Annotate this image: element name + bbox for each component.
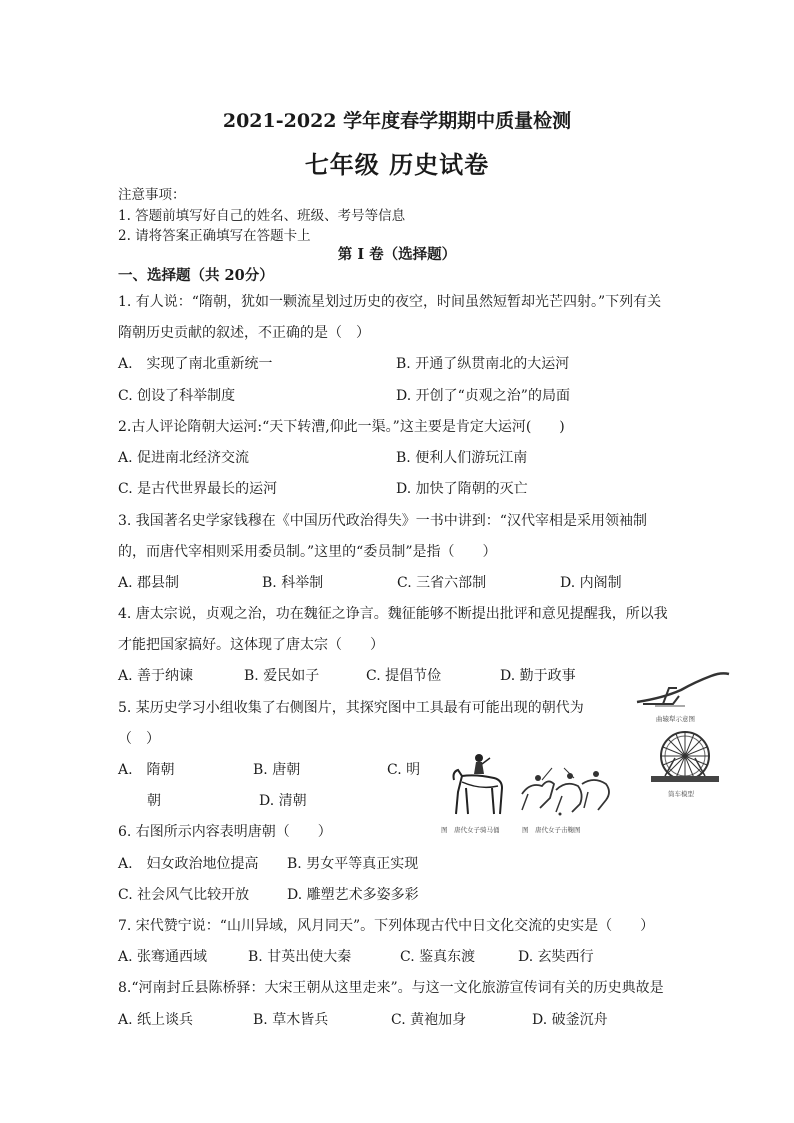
question-4-option-a: A. 善于纳谏	[118, 668, 194, 684]
question-1-line-2: 隋朝历史贡献的叙述，不正确的是（ ）	[118, 325, 370, 341]
question-3-option-a: A. 郡县制	[118, 575, 180, 591]
waterwheel-drawing	[645, 728, 725, 786]
question-6-option-b: B. 男女平等真正实现	[287, 856, 419, 872]
question-1-line-1: 1. 有人说：“隋朝，犹如一颗流星划过历史的夜空，时间虽然短暂却光芒四射。”下列有关	[118, 294, 662, 310]
polo-caption: 图 唐代女子击鞠图	[522, 826, 581, 834]
question-5-option-b: B. 唐朝	[253, 762, 301, 778]
question-7-line-1: 7. 宋代赞宁说：“山川异域，风月同天”。下列体现古代中日文化交流的史实是（ ）	[118, 918, 655, 934]
question-7-option-c: C. 鉴真东渡	[400, 949, 476, 965]
notice-heading: 注意事项：	[118, 187, 186, 203]
question-1-option-d: D. 开创了“贞观之治”的局面	[396, 388, 570, 404]
question-4-line-1: 4. 唐太宗说，贞观之治，功在魏征之诤言。魏征能够不断提出批评和意见提醒我，所以我	[118, 606, 668, 622]
question-3-option-d: D. 内阁制	[560, 575, 622, 591]
question-3-line-1: 3. 我国著名史学家钱穆在《中国历代政治得失》一书中讲到：“汉代宰相是采用领袖制	[118, 513, 647, 529]
plow-figure	[633, 668, 733, 710]
question-5-line-2: （ ）	[118, 731, 160, 747]
question-6-option-a: A. 妇女政治地位提高	[118, 856, 259, 872]
question-1-option-a: A. 实现了南北重新统一	[118, 356, 273, 372]
waterwheel-caption: 筒车模型	[668, 790, 694, 798]
question-3-option-c: C. 三省六部制	[397, 575, 487, 591]
question-1-option-b: B. 开通了纵贯南北的大运河	[396, 356, 570, 372]
question-2-line-1: 2.古人评论隋朝大运河:“天下转漕,仰此一渠。”这主要是肯定大运河( )	[118, 419, 565, 435]
question-3-line-2: 的，而唐代宰相则采用委员制。”这里的“委员制”是指（ ）	[118, 544, 497, 560]
question-2-option-a: A. 促进南北经济交流	[118, 450, 250, 466]
exam-subtitle: 七年级 历史试卷	[304, 150, 490, 179]
plow-caption: 曲辕犁示意图	[656, 715, 695, 723]
question-5-line-1: 5. 某历史学习小组收集了右侧图片，其探究图中工具最有可能出现的朝代为	[118, 700, 584, 716]
question-5-option-c: C. 明	[387, 762, 421, 778]
part-title: 第 I 卷（选择题）	[337, 246, 457, 263]
question-8-option-d: D. 破釜沉舟	[532, 1012, 608, 1028]
question-4-option-d: D. 勤于政事	[500, 668, 576, 684]
question-4-line-2: 才能把国家搞好。这体现了唐太宗（ ）	[118, 637, 384, 653]
question-6-option-c: C. 社会风气比较开放	[118, 887, 250, 903]
question-4-option-b: B. 爱民如子	[244, 668, 320, 684]
question-8-option-b: B. 草木皆兵	[253, 1012, 329, 1028]
question-8-option-a: A. 纸上谈兵	[118, 1012, 194, 1028]
question-5-option-c-wrap: 朝	[147, 793, 161, 809]
question-8-option-c: C. 黄袍加身	[391, 1012, 467, 1028]
question-2-option-d: D. 加快了隋朝的灭亡	[396, 481, 528, 497]
question-5-option-d: D. 清朝	[259, 793, 307, 809]
question-4-option-c: C. 提倡节俭	[366, 668, 442, 684]
exam-title: 2021-2022 学年度春学期期中质量检测	[222, 110, 572, 132]
waterwheel-figure	[645, 728, 725, 786]
horse-rider-figure	[446, 752, 516, 818]
question-2-option-b: B. 便利人们游玩江南	[396, 450, 528, 466]
notice-item-1: 1. 答题前填写好自己的姓名、班级、考号等信息	[118, 208, 406, 224]
question-8-line-1: 8.“河南封丘县陈桥驿：大宋王朝从这里走来”。与这一文化旅游宣传词有关的历史典故是	[118, 980, 664, 996]
section-title: 一、选择题（共 20分）	[118, 267, 274, 284]
question-6-option-d: D. 雕塑艺术多姿多彩	[287, 887, 419, 903]
question-6-line-1: 6. 右图所示内容表明唐朝（ ）	[118, 824, 332, 840]
question-7-option-b: B. 甘英出使大秦	[248, 949, 352, 965]
notice-item-2: 2. 请将答案正确填写在答题卡上	[118, 228, 311, 244]
polo-figure	[516, 764, 616, 818]
plow-drawing	[633, 668, 733, 710]
horse-rider-drawing	[446, 752, 516, 818]
polo-drawing	[516, 764, 616, 818]
question-7-option-a: A. 张骞通西域	[118, 949, 208, 965]
question-2-option-c: C. 是古代世界最长的运河	[118, 481, 278, 497]
question-3-option-b: B. 科举制	[262, 575, 324, 591]
question-5-option-a: A. 隋朝	[118, 762, 175, 778]
question-1-option-c: C. 创设了科举制度	[118, 388, 236, 404]
question-7-option-d: D. 玄奘西行	[518, 949, 594, 965]
horse-rider-caption: 图 唐代女子骑马俑	[441, 826, 500, 834]
